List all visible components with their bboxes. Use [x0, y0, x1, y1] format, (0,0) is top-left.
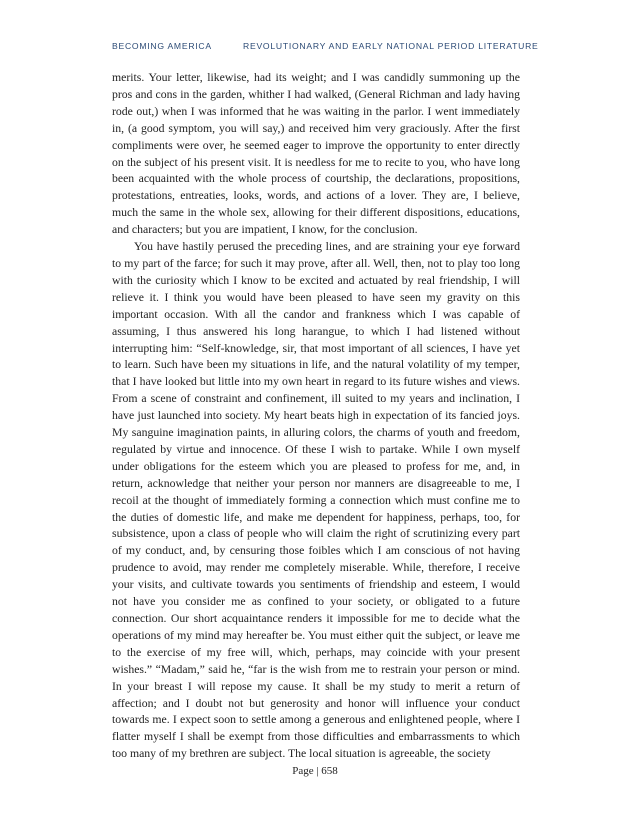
section-title: REVOLUTIONARY AND EARLY NATIONAL PERIOD LITERATURE: [243, 41, 539, 51]
paragraph: You have hastily perused the preceding lines, and are straining your eye forward to my part of the farce; for such it may prove, after all. Well, then, not to play too long with the curiosity which I know to be excited and actuated by real friendship, I will relieve it. I think you would have been pleased to have seen my gravity on this important occasion. With all the candor and frankness which I was capable of assuming, I thus answered his long harangue, to which I had listened without interrupting him: “Self-knowledge, sir, that most important of all sciences, I have yet to learn. Such have been my situations in life, and the natural volatility of my temper, that I have looked but little into my own heart in regard to its future wishes and views. From a scene of constraint and confinement, ill suited to my years and inclination, I have just launched into society. My heart beats high in expectation of its fancied joys. My sanguine imagination paints, in alluring colors, the charms of youth and freedom, regulated by virtue and innocence. Of these I wish to partake. While I own myself under obligations for the esteem which you are pleased to profess for me, and, in return, acknowledge that neither your person nor manners are disagreeable to me, I recoil at the thought of immediately forming a connection which must confine me to the duties of domestic life, and make me dependent for happiness, perhaps, too, for subsistence, upon a class of people who will claim the right of scrutinizing every part of my conduct, and, by censuring those foibles which I am conscious of not having prudence to avoid, may render me completely miserable. While, therefore, I receive your visits, and cultivate towards you sentiments of friendship and esteem, I would not have you consider me as confined to your society, or obligated to a future connection. Our short acquaintance renders it impossible for me to decide what the operations of my mind may hereafter be. You must either quit the subject, or leave me to the exercise of my free will, which, perhaps, may coincide with your present wishes.” “Madam,” said he, “far is the wish from me to restrain your person or mind. In your breast I will repose my cause. It shall be my study to merit a return of affection; and I doubt not but generosity and honor will influence your conduct towards me. I expect soon to settle among a generous and enlightened people, where I flatter myself I shall be exempt from those difficulties and embarrassments to which too many of my brethren are subject. The local situation is agreeable, the society: [112, 240, 520, 761]
paragraph-continuation: merits. Your letter, likewise, had its weight; and I was candidly summoning up the pros and cons in the garden, whither I had walked, (General Richman and lady having rode out,) when I was informed that he was waiting in the parlor. I went immediately in, (a good symptom, you will say,) and received him very graciously. After the first compliments were over, he seemed eager to improve the opportunity to enter directly on the subject of his present visit. It is needless for me to recite to you, who have long been acquainted with the whole process of courtship, the declarations, propositions, protestations, entreaties, looks, words, and actions of a lover. They are, I believe, much the same in the whole sex, allowing for their different dispositions, educations, and characters; but you are impatient, I know, for the conclusion.: [112, 71, 520, 237]
book-title: BECOMING AMERICA: [112, 41, 212, 51]
page-number: Page | 658: [292, 765, 338, 777]
body-text: [112, 70, 520, 763]
running-header: [112, 41, 539, 51]
